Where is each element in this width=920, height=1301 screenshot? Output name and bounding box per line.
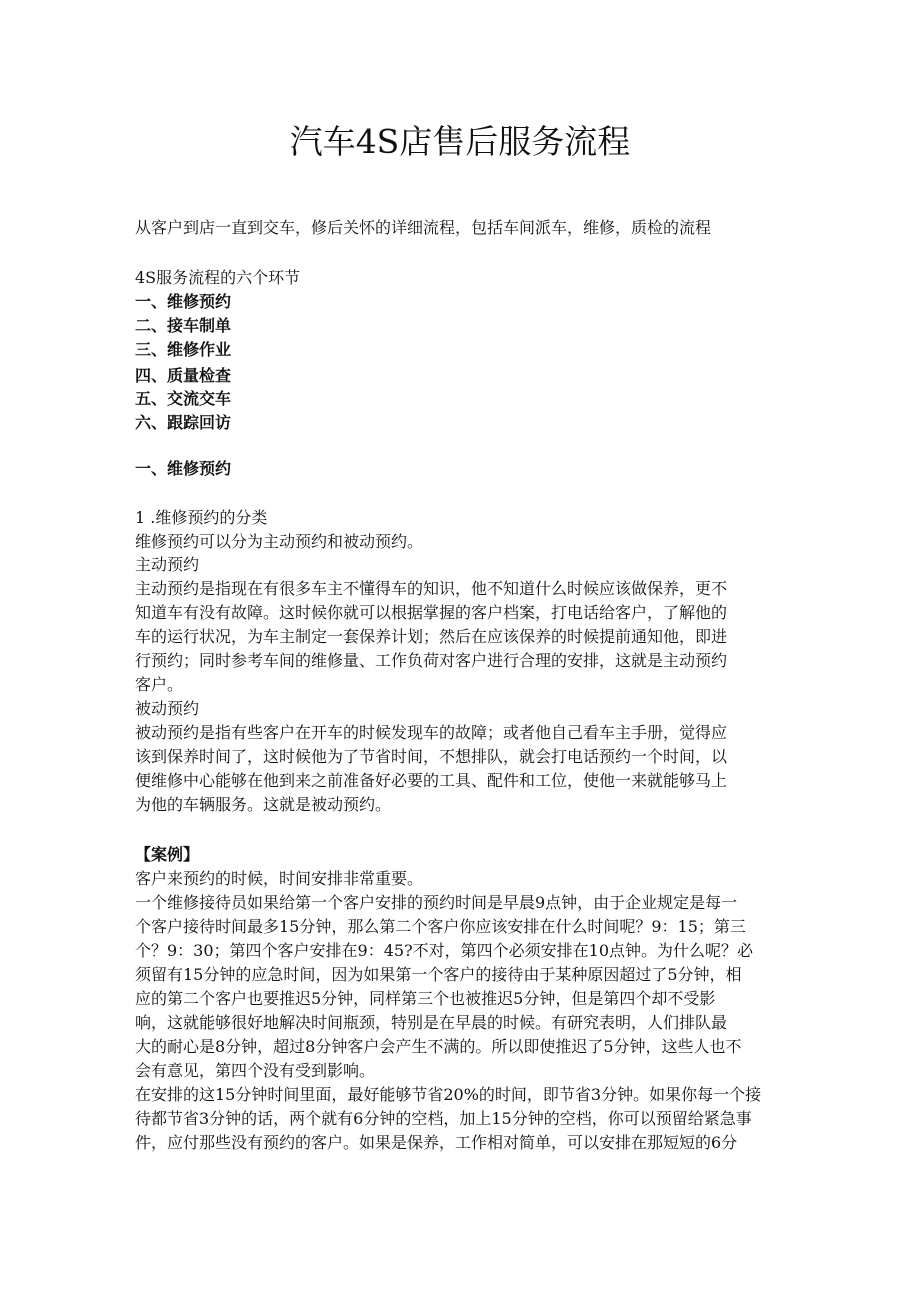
body-line: 大的耐心是8分钟，超过8分钟客户会产生不满的。所以即使推迟了5分钟，这些人也不 (135, 1037, 742, 1056)
body-line: 知道车有没有故障。这时候你就可以根据掌握的客户档案，打电话给客户，了解他的 (135, 603, 728, 622)
body-line: 主动预约 (135, 555, 200, 574)
section-heading: 一、维修预约 (135, 459, 232, 478)
body-line: 便维修中心能够在他到来之前准备好必要的工具、配件和工位，使他一来就能够马上 (135, 771, 728, 790)
subsection-heading: 1 .维修预约的分类 (135, 508, 268, 527)
body-line: 被动预约是指有些客户在开车的时候发现车的故障；或者他自己看车主手册，觉得应 (135, 723, 728, 742)
body-line: 客户。 (135, 675, 184, 694)
body-line: 车的运行状况，为车主制定一套保养计划；然后在应该保养的时候提前通知他，即进 (135, 627, 728, 646)
step-item: 四、质量检查 (135, 366, 232, 385)
six-steps-heading: 4S服务流程的六个环节 (135, 268, 301, 287)
step-item: 五、交流交车 (135, 389, 232, 408)
body-line: 行预约；同时参考车间的维修量、工作负荷对客户进行合理的安排，这就是主动预约 (135, 651, 728, 670)
intro-text: 从客户到店一直到交车，修后关怀的详细流程，包括车间派车，维修，质检的流程 (135, 218, 712, 237)
body-line: 一个维修接待员如果给第一个客户安排的预约时间是早晨9点钟，由于企业规定是每一 (135, 893, 738, 912)
step-item: 二、接车制单 (135, 316, 232, 335)
body-line: 客户来预约的时候，时间安排非常重要。 (135, 869, 424, 888)
body-line: 被动预约 (135, 699, 200, 718)
body-line: 维修预约可以分为主动预约和被动预约。 (135, 532, 424, 551)
case-heading: 【案例】 (135, 845, 200, 864)
body-line: 应的第二个客户也要推迟5分钟，同样第三个也被推迟5分钟，但是第四个却不受影 (135, 989, 716, 1008)
body-line: 个客户接待时间最多15分钟，那么第二个客户你应该安排在什么时间呢？9：15；第三 (135, 917, 746, 936)
body-line: 为他的车辆服务。这就是被动预约。 (135, 795, 392, 814)
step-item: 六、跟踪回访 (135, 413, 232, 432)
body-line: 待都节省3分钟的话，两个就有6分钟的空档，加上15分钟的空档，你可以预留给紧急事 (135, 1109, 752, 1128)
body-line: 须留有15分钟的应急时间，因为如果第一个客户的接待由于某种原因超过了5分钟，相 (135, 965, 742, 984)
body-line: 在安排的这15分钟时间里面，最好能够节省20%的时间，即节省3分钟。如果你每一个接 (135, 1085, 762, 1104)
body-line: 主动预约是指现在有很多车主不懂得车的知识，他不知道什么时候应该做保养，更不 (135, 579, 728, 598)
body-line: 该到保养时间了，这时候他为了节省时间，不想排队，就会打电话预约一个时间，以 (135, 747, 728, 766)
step-item: 一、维修预约 (135, 292, 232, 311)
body-line: 响，这就能够很好地解决时间瓶颈，特别是在早晨的时候。有研究表明，人们排队最 (135, 1013, 728, 1032)
body-line: 会有意见，第四个没有受到影响。 (135, 1061, 376, 1080)
step-item: 三、维修作业 (135, 340, 232, 359)
document-title: 汽车4S店售后服务流程 (289, 122, 631, 161)
body-line: 件，应付那些没有预约的客户。如果是保养，工作相对简单，可以安排在那短短的6分 (135, 1133, 738, 1152)
body-line: 个？9：30；第四个客户安排在9：45?不对，第四个必须安排在10点钟。为什么呢？必 (135, 941, 754, 960)
